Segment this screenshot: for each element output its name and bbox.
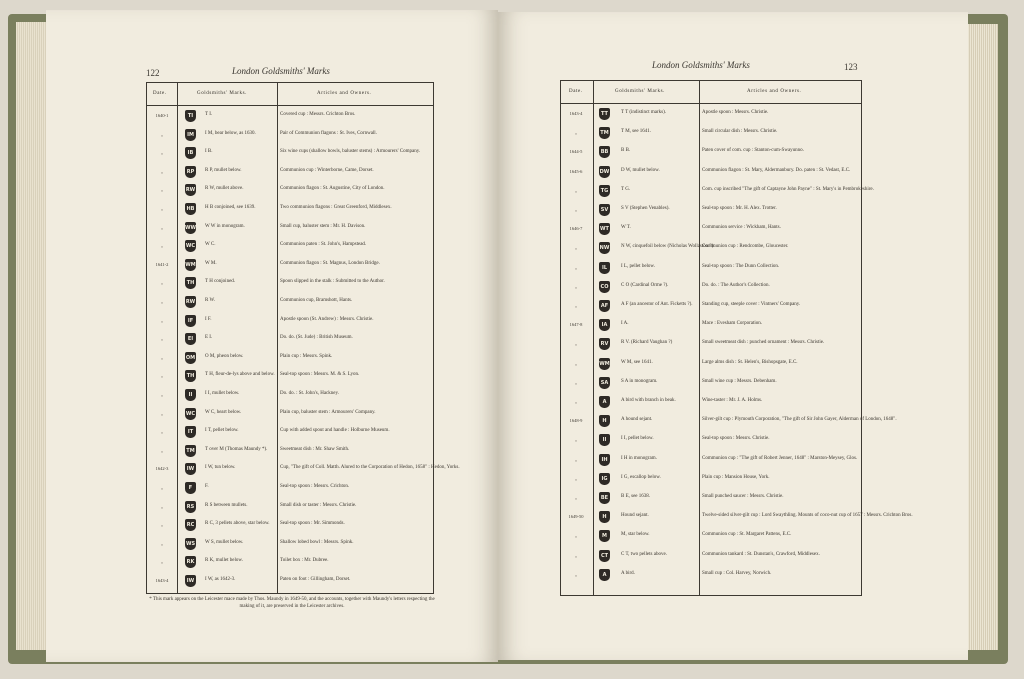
mark-description: I I, pellet below. xyxy=(621,436,654,442)
table-row xyxy=(147,405,433,424)
hallmark-shield-icon: DW xyxy=(599,166,610,178)
table-row xyxy=(561,182,874,201)
hallmark-shield-icon: A xyxy=(599,569,610,581)
hallmark-shield-icon: TM xyxy=(599,127,610,139)
hallmark-shield-icon: IM xyxy=(185,129,196,141)
mark-description: W S, mullet below. xyxy=(205,539,244,545)
row-date: „ xyxy=(161,336,163,342)
page-number: 123 xyxy=(844,62,858,72)
mark-description: W M, see 1641. xyxy=(621,359,653,365)
hallmark-shield-icon: RW xyxy=(185,184,196,196)
row-date: „ xyxy=(161,299,163,304)
article-owner: Communion cup : St. Margaret Pattens, E.C. xyxy=(702,532,792,538)
row-date: „ xyxy=(575,303,577,308)
row-date: „ xyxy=(161,373,163,379)
mark-description: T I. xyxy=(205,112,213,117)
row-date: „ xyxy=(161,168,163,174)
hallmark-shield-icon: RK xyxy=(185,556,196,568)
row-date: 1647-8 xyxy=(569,322,583,328)
row-date: „ xyxy=(161,410,163,416)
row-date: „ xyxy=(575,552,577,558)
article-owner: Communion paten : St. John's, Hampstead. xyxy=(280,242,367,248)
table-row xyxy=(561,470,861,489)
mark-description: T G. xyxy=(621,186,631,192)
row-date: „ xyxy=(575,495,577,500)
hallmark-shield-icon: RW xyxy=(185,296,196,308)
table-row xyxy=(147,367,433,386)
hallmark-shield-icon: CO xyxy=(599,281,610,293)
header-articles: Articles and Owners. xyxy=(747,89,802,94)
table-row xyxy=(147,293,433,312)
article-owner: Plain cup : Messrs. Spink. xyxy=(280,353,333,359)
table-row xyxy=(147,423,433,442)
hallmark-shield-icon: IW xyxy=(185,463,196,475)
row-date: „ xyxy=(575,264,577,270)
mark-description: I F. xyxy=(205,316,212,322)
row-date: „ xyxy=(161,429,163,435)
mark-description: I M, bear below, as 1630. xyxy=(205,130,256,136)
article-owner: Pair of Communion flagons : St. Ives, Cornwall. xyxy=(280,130,377,136)
running-head: London Goldsmiths' Marks xyxy=(232,66,330,76)
article-owner: Mace : Evesham Corporation. xyxy=(702,321,762,327)
mark-description: R W. xyxy=(205,298,216,303)
row-date: 1644-5 xyxy=(569,149,583,155)
hallmark-shield-icon: SA xyxy=(599,377,610,389)
article-owner: Cup with added spout and handle : Holburne Museum. xyxy=(280,428,390,434)
row-date: „ xyxy=(575,283,577,289)
row-date: 1643-4 xyxy=(155,578,169,583)
article-owner: Plain cup, baluster stem : Armourers' Company. xyxy=(280,409,376,415)
mark-description: T T (indistinct marks). xyxy=(621,110,666,115)
table-row xyxy=(147,163,433,182)
row-date: „ xyxy=(575,187,577,193)
article-owner: Small cup : Col. Harvey, Norwich. xyxy=(702,570,772,576)
table-row xyxy=(147,460,460,479)
article-owner: Plain cup : Mansion House, York. xyxy=(702,474,770,480)
mark-description: I L, pellet below. xyxy=(621,263,655,269)
table-row xyxy=(147,498,433,517)
article-owner: Small punched saucer : Messrs. Christie. xyxy=(702,494,784,499)
mark-description: W C, heart below. xyxy=(205,409,242,415)
article-owner: Six wine cups (shallow bowls, baluster stems) : Armourers' Company. xyxy=(280,149,421,155)
hallmark-shield-icon: H xyxy=(599,415,610,427)
article-owner: Small circular dish : Messrs. Christie. xyxy=(702,129,778,135)
article-owner: Cup, "The gift of Coll. Matth. Alured to the Corporation of Hedon, 1658" : Hedon, Yorks. xyxy=(280,465,460,471)
table-row xyxy=(147,312,433,331)
row-date: „ xyxy=(161,131,163,137)
footnote: * This mark appears on the Leicester mace made by Thos. Maundy in 1649-50, and the accounts, together with Maundy's letters respecting the making of it, are preserved in the Leicester archives. xyxy=(149,597,435,609)
table-row xyxy=(147,126,433,145)
article-owner: Small cup, baluster stem : Mr. H. Davison. xyxy=(280,223,366,229)
mark-description: R K, mullet below. xyxy=(205,558,243,564)
article-owner: Seal-top spoon : Mr. H. Alex. Trotter. xyxy=(702,206,777,211)
hallmark-shield-icon: WM xyxy=(185,259,196,271)
hallmark-shield-icon: EI xyxy=(185,333,196,345)
mark-description: H B conjoined, see 1639. xyxy=(205,205,256,210)
table-row xyxy=(147,386,433,405)
table-row xyxy=(561,335,861,354)
hallmark-shield-icon: IB xyxy=(185,147,196,159)
article-owner: Seal-top spoon : Messrs. M. & S. Lyon. xyxy=(280,372,360,378)
page-number: 122 xyxy=(146,68,160,78)
hallmark-shield-icon: IH xyxy=(599,454,610,466)
mark-description: W W in monogram. xyxy=(205,223,245,229)
hallmark-shield-icon: IL xyxy=(599,262,610,274)
mark-description: I T, pellet below. xyxy=(205,428,239,434)
table-row xyxy=(561,412,897,431)
table-row xyxy=(147,479,433,498)
article-owner: Apostle spoon : Messrs. Christie. xyxy=(702,110,769,115)
mark-description: W T. xyxy=(621,225,631,231)
header-articles: Articles and Owners. xyxy=(317,91,372,96)
row-date: „ xyxy=(575,456,577,462)
hallmark-shield-icon: HB xyxy=(185,203,196,215)
row-date: „ xyxy=(575,475,577,481)
hallmark-shield-icon: H xyxy=(599,511,610,523)
table-row xyxy=(561,124,861,143)
article-owner: Communion tankard : St. Dunstan's, Crawford, Middlesex. xyxy=(702,551,820,557)
header-marks: Goldsmiths' Marks. xyxy=(615,89,666,94)
mark-description: R P, mullet below. xyxy=(205,167,242,173)
article-owner: Small wine cup : Messrs. Debenham. xyxy=(702,378,777,384)
hallmark-shield-icon: BB xyxy=(599,146,610,158)
mark-description: T H, fleur-de-lys above and below. xyxy=(205,372,275,378)
row-date: „ xyxy=(575,379,577,385)
table-row xyxy=(561,489,861,508)
mark-description: C T, two pellets above. xyxy=(621,551,667,557)
article-owner: Communion cup : Rendcombe, Gloucester. xyxy=(702,244,789,250)
table-row xyxy=(147,442,433,461)
article-owner: Communion cup, Bramshott, Hants. xyxy=(280,298,353,303)
hallmark-shield-icon: SV xyxy=(599,204,610,216)
table-row xyxy=(147,349,433,368)
hallmark-shield-icon: OM xyxy=(185,352,196,364)
row-date: „ xyxy=(575,437,577,443)
table-row xyxy=(147,553,433,572)
mark-description: B E, see 1638. xyxy=(621,494,651,499)
row-date: 1649-50 xyxy=(568,514,584,520)
mark-description: R V. (Richard Vaughan ?) xyxy=(621,340,673,346)
mark-description: B B. xyxy=(621,148,631,154)
hallmark-shield-icon: IT xyxy=(185,426,196,438)
mark-description: I W, tun below. xyxy=(205,465,236,471)
table-row xyxy=(561,527,861,546)
article-owner: Communion cup : Winterborne, Came, Dorset. xyxy=(280,167,374,173)
hallmark-shield-icon: TI xyxy=(185,110,196,122)
left-page xyxy=(46,10,498,662)
mark-description: A hound sejant. xyxy=(621,417,653,423)
table-row xyxy=(147,572,433,591)
mark-description: I I, mullet below. xyxy=(205,391,240,396)
hallmark-shield-icon: F xyxy=(185,482,196,494)
hallmark-shield-icon: WT xyxy=(599,223,610,235)
hallmark-shield-icon: IA xyxy=(599,319,610,331)
mark-description: D W, mullet below. xyxy=(621,167,660,173)
article-owner: Apostle spoon (St. Andrew) : Messrs. Christie. xyxy=(280,316,374,322)
table-row xyxy=(561,566,861,585)
row-date: 1646-7 xyxy=(569,226,583,232)
mark-description: M, star below. xyxy=(621,532,650,538)
hallmark-shield-icon: NW xyxy=(599,242,610,254)
hallmark-shield-icon: TH xyxy=(185,370,196,382)
row-date: „ xyxy=(575,399,577,404)
hallmark-shield-icon: TG xyxy=(599,185,610,197)
mark-description: A bird with branch in beak. xyxy=(621,398,676,403)
hallmark-shield-icon: WC xyxy=(185,240,196,252)
mark-description: I B. xyxy=(205,149,213,155)
row-date: „ xyxy=(161,485,163,490)
table-row xyxy=(147,200,433,219)
row-date: „ xyxy=(161,280,163,286)
hallmark-shield-icon: TT xyxy=(599,108,610,120)
table-row xyxy=(147,330,433,349)
mark-description: W C. xyxy=(205,242,216,248)
article-owner: Seal-top spoon : The Dunn Collection. xyxy=(702,263,780,269)
hallmark-shield-icon: CT xyxy=(599,550,610,562)
table-row xyxy=(561,259,861,278)
mark-description: I W, as 1642-3. xyxy=(205,577,236,582)
hallmark-shield-icon: RV xyxy=(599,338,610,350)
article-owner: Seal-top spoon : Messrs. Christie. xyxy=(702,436,770,442)
hallmark-shield-icon: BE xyxy=(599,492,610,504)
right-page xyxy=(498,12,968,660)
mark-description: F. xyxy=(205,484,209,489)
table-row xyxy=(147,516,433,535)
article-owner: Paten cover of com. cup : Stanton-cum-Swayunno. xyxy=(702,148,804,154)
article-owner: Silver-gilt cup : Plymouth Corporation, "The gift of Sir John Gayer, Alderman of London, 1648". xyxy=(702,417,897,423)
row-date: „ xyxy=(575,341,577,347)
table-row xyxy=(561,105,861,124)
article-owner: Shallow lobed bowl : Messrs. Spink. xyxy=(280,539,354,545)
row-date: „ xyxy=(161,503,163,509)
table-row xyxy=(147,219,433,238)
row-date: „ xyxy=(161,447,163,453)
table-header xyxy=(147,83,433,106)
table-row xyxy=(561,451,861,470)
row-date: 1643-4 xyxy=(569,111,583,116)
left-page-edges xyxy=(16,22,50,650)
row-date: „ xyxy=(161,317,163,323)
row-date: „ xyxy=(161,150,163,156)
article-owner: Wine-taster : Mr. J. A. Holms. xyxy=(702,398,763,403)
table-row xyxy=(561,278,861,297)
mark-description: E I. xyxy=(205,335,213,341)
row-date: „ xyxy=(575,360,577,366)
article-owner: Standing cup, steeple cover : Vintners' Company. xyxy=(702,302,801,307)
marks-table xyxy=(560,80,913,596)
row-date: „ xyxy=(161,187,163,193)
mark-description: I G, escallop below. xyxy=(621,474,661,480)
article-owner: Communion flagon : St. Augustine, City of London. xyxy=(280,186,385,192)
row-date: „ xyxy=(575,207,577,212)
article-owner: Communion flagon : St. Mary, Aldermanbury. Do. paten : St. Vedast, E.C. xyxy=(702,167,851,173)
article-owner: Do. do. : St. John's, Hackney. xyxy=(280,391,339,396)
table-row xyxy=(147,107,433,126)
mark-description: T over M (Thomas Maundy *). xyxy=(205,446,268,452)
mark-description: Hound sejant. xyxy=(621,513,649,519)
article-owner: Communion cup : "The gift of Robert Jenner, 1648" : Marston-Meysey, Glos. xyxy=(702,455,858,461)
article-owner: Toilet box : Mr. Dubree. xyxy=(280,558,329,564)
hallmark-shield-icon: RS xyxy=(185,501,196,513)
table-row xyxy=(561,297,861,316)
mark-description: A bird. xyxy=(621,570,635,576)
row-date: „ xyxy=(575,245,577,251)
hallmark-shield-icon: IF xyxy=(185,315,196,327)
header-date: Date. xyxy=(569,89,583,94)
article-owner: Covered cup : Messrs. Crichton Bros. xyxy=(280,112,356,117)
table-row xyxy=(561,163,861,182)
article-owner: Two communion flagons : Great Greenford, Middlesex. xyxy=(280,205,392,210)
mark-description: T H conjoined. xyxy=(205,279,236,285)
hallmark-shield-icon: M xyxy=(599,530,610,542)
row-date: „ xyxy=(575,533,577,539)
mark-description: W M. xyxy=(205,260,217,266)
hallmark-shield-icon: TM xyxy=(185,445,196,457)
hallmark-shield-icon: IG xyxy=(599,473,610,485)
hallmark-shield-icon: RC xyxy=(185,519,196,531)
mark-description: A F (an ancestor of Ant. Ficketts ?). xyxy=(621,302,693,307)
hallmark-shield-icon: WC xyxy=(185,408,196,420)
hallmark-shield-icon: A xyxy=(599,396,610,408)
table-row xyxy=(147,181,433,200)
row-date: 1641-2 xyxy=(155,261,169,267)
table-row xyxy=(561,143,861,162)
header-date: Date. xyxy=(153,91,167,96)
table-row xyxy=(561,220,861,239)
row-date: 1642-3 xyxy=(155,466,169,472)
hallmark-shield-icon: II xyxy=(599,434,610,446)
row-date: „ xyxy=(575,571,577,577)
article-owner: Spoon slipped in the stalk : Submitted to the Author. xyxy=(280,279,385,285)
mark-description: T M, see 1641. xyxy=(621,129,652,135)
hallmark-shield-icon: II xyxy=(185,389,196,401)
hallmark-shield-icon: WW xyxy=(185,222,196,234)
row-date: 1640-1 xyxy=(155,113,169,118)
table-row xyxy=(561,374,861,393)
row-date: „ xyxy=(161,522,163,528)
hallmark-shield-icon: AF xyxy=(599,300,610,312)
header-marks: Goldsmiths' Marks. xyxy=(197,91,248,96)
mark-description: R W, mullet above. xyxy=(205,186,244,192)
hallmark-shield-icon: WM xyxy=(599,358,610,370)
table-row xyxy=(147,256,433,275)
mark-description: S A in monogram. xyxy=(621,378,658,384)
row-date: „ xyxy=(161,559,163,565)
table-row xyxy=(147,237,433,256)
running-head: London Goldsmiths' Marks xyxy=(652,60,750,70)
table-row xyxy=(561,239,861,258)
row-date: 1648-9 xyxy=(569,418,583,424)
row-date: „ xyxy=(161,540,163,546)
table-row xyxy=(561,547,861,566)
hallmark-shield-icon: RP xyxy=(185,166,196,178)
hallmark-shield-icon: TH xyxy=(185,277,196,289)
row-date: „ xyxy=(161,224,163,230)
article-owner: Small dish or taster : Messrs. Christie. xyxy=(280,502,357,508)
table-row xyxy=(561,355,861,374)
row-date: 1645-6 xyxy=(569,168,583,174)
marks-table xyxy=(146,82,460,594)
row-date: „ xyxy=(161,354,163,360)
mark-description: I A. xyxy=(621,321,629,327)
article-owner: Do. do. : The Author's Collection. xyxy=(702,282,770,288)
row-date: „ xyxy=(161,392,163,397)
table-row xyxy=(147,144,433,163)
table-row xyxy=(561,393,861,412)
row-date: „ xyxy=(161,243,163,249)
mark-description: S V (Stephen Venables). xyxy=(621,206,670,211)
row-date: „ xyxy=(575,130,577,136)
article-owner: Do. do. (St. Jude) : British Museum. xyxy=(280,335,353,341)
table-row xyxy=(147,274,433,293)
table-row xyxy=(561,431,861,450)
table-row xyxy=(561,508,913,527)
table-header xyxy=(561,81,861,104)
table-row xyxy=(561,201,861,220)
table-row xyxy=(147,535,433,554)
mark-description: R C, 3 pellets above, star below. xyxy=(205,521,270,527)
article-owner: Small sweetmeat dish : punched ornament : Messrs. Christie. xyxy=(702,340,825,346)
article-owner: Large alms dish : St. Helen's, Bishopsgate, E.C. xyxy=(702,359,798,365)
mark-description: C O (Cardinal Orme ?). xyxy=(621,282,669,288)
article-owner: Com. cup inscribed "The gift of Captayne John Payne" : St. Mary's in Pembrokeshire. xyxy=(702,186,874,192)
article-owner: Seal-top spoon : Mr. Simmonds. xyxy=(280,521,345,527)
mark-description: I H in monogram. xyxy=(621,455,657,461)
article-owner: Communion flagon : St. Magnus, London Bridge. xyxy=(280,260,380,266)
mark-description: R S between mullets. xyxy=(205,502,248,508)
article-owner: Sweetmeat dish : Mr. Shaw Smith. xyxy=(280,446,350,452)
row-date: „ xyxy=(161,206,163,211)
article-owner: Communion service : Wickham, Hants. xyxy=(702,225,781,231)
hallmark-shield-icon: IW xyxy=(185,575,196,587)
table-row xyxy=(561,316,861,335)
article-owner: Seal-top spoon : Messrs. Crichton. xyxy=(280,484,350,489)
hallmark-shield-icon: WS xyxy=(185,538,196,550)
mark-description: N W, cinquefoil below (Nicholas Wollaston ?). xyxy=(621,244,715,250)
article-owner: Paten on foot : Gillingham, Dorset. xyxy=(280,577,351,582)
mark-description: O M, pheon below. xyxy=(205,353,244,359)
article-owner: Twelve-sided silver-gilt cup : Lord Swaythling. Mounts of coco-nut cup of 1657 : Messrs. Crichton Bros. xyxy=(702,513,913,519)
